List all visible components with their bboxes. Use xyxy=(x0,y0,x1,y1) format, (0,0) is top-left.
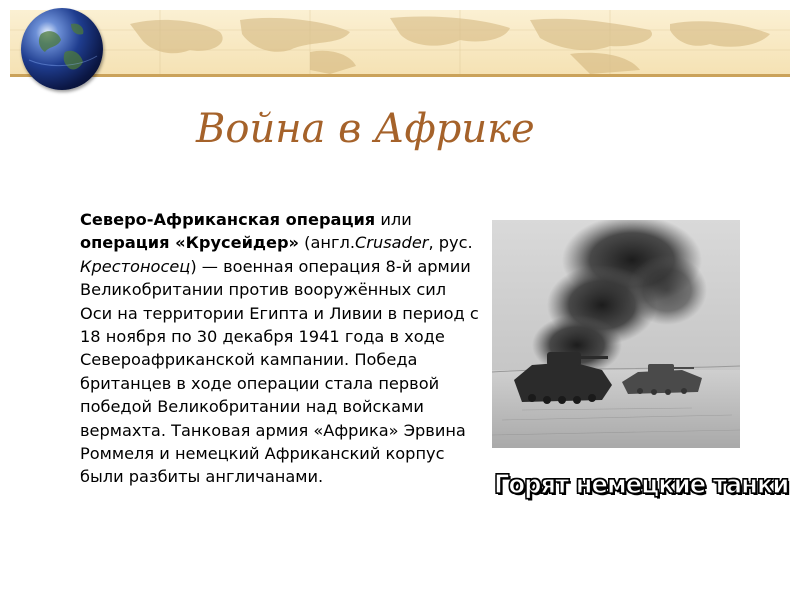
text-segment: или xyxy=(375,210,412,229)
operation-name: Северо-Африканская операция xyxy=(80,210,376,229)
russian-name: Крестоносец xyxy=(80,256,191,276)
body-text xyxy=(80,208,480,489)
operation-alt-name: операция «Крусейдер» xyxy=(80,233,300,253)
photo-caption: Горят немецкие танки xyxy=(494,470,789,500)
text-segment: ) — военная операция 8-й армии Великобритании против вооружённых сил Оси на территории Египта и Ливии в период с 18 ноября по 30 декабря 1941 года в ходе Североафриканской кампании. Победа британцев в ходе операции стала первой победой Великобритании над войсками вермахта. Танковая армия «Африка» Эрвина Роммеля и немецкий Африканский корпус были разбиты англичанами. xyxy=(80,256,479,487)
burning-tanks-photo xyxy=(492,220,740,448)
text-segment: , рус. xyxy=(428,233,473,253)
globe-icon xyxy=(21,8,103,90)
world-map-banner xyxy=(10,10,790,74)
text-segment: (англ. xyxy=(299,233,355,253)
banner-underline xyxy=(10,74,790,77)
slide-title: Война в Африке xyxy=(196,106,535,152)
english-name: Crusader xyxy=(354,233,429,253)
